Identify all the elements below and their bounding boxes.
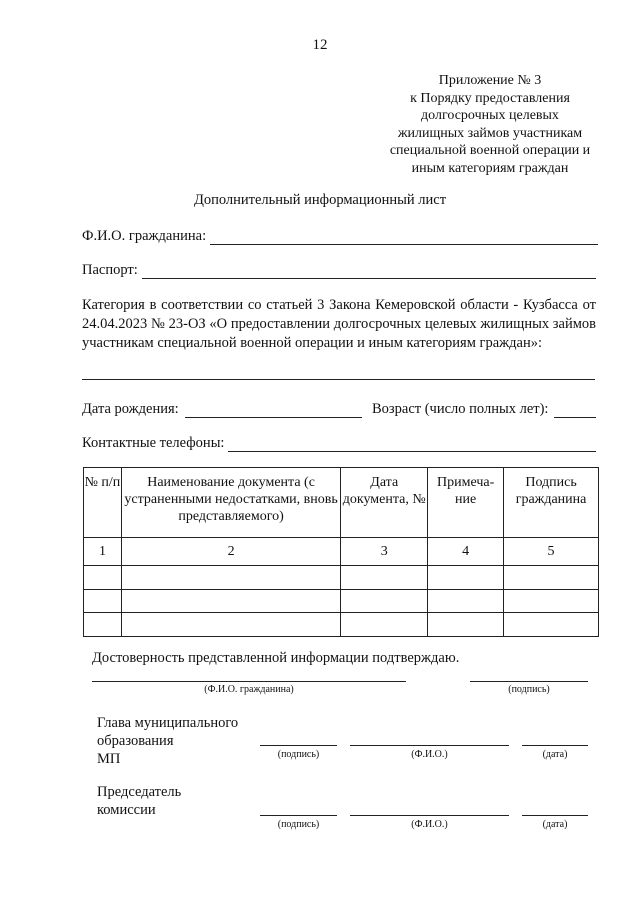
table-cell[interactable]	[504, 589, 599, 613]
table-header-row	[84, 468, 599, 538]
table-cell[interactable]	[84, 589, 122, 613]
birth-date-field[interactable]	[82, 401, 362, 418]
appendix-line: жилищных займов участникам	[397, 125, 583, 141]
document-title: Дополнительный информационный лист	[193, 192, 447, 208]
passport-label: Паспорт:	[82, 262, 138, 278]
table-cell[interactable]	[428, 589, 504, 613]
chairman-signature-line[interactable]	[260, 815, 337, 816]
head-signature-line[interactable]	[260, 745, 337, 746]
phones-blank-line[interactable]	[228, 438, 596, 452]
table-cell[interactable]	[341, 589, 428, 613]
citizen-fio-caption: (Ф.И.О. гражданина)	[204, 684, 294, 695]
stamp-place-label: МП	[97, 751, 121, 767]
passport-field[interactable]	[82, 262, 596, 279]
citizen-fio-line[interactable]	[92, 681, 406, 682]
table-row[interactable]	[84, 566, 599, 590]
table-row[interactable]	[84, 613, 599, 637]
fio-label: Ф.И.О. гражданина:	[82, 228, 207, 244]
citizen-signature-caption: (подпись)	[508, 684, 550, 695]
column-number: 2	[121, 538, 340, 566]
header-number: № п/п	[84, 468, 122, 538]
citizen-signature-line[interactable]	[470, 681, 588, 682]
fio-field[interactable]	[82, 228, 598, 245]
age-label: Возраст (число полных лет):	[372, 401, 549, 417]
appendix-line: Приложение № 3	[438, 73, 542, 88]
table-cell[interactable]	[84, 613, 122, 637]
appendix-header	[370, 72, 610, 177]
head-signature-caption: (подпись)	[277, 749, 320, 760]
table-cell[interactable]	[428, 613, 504, 637]
page-number: 12	[312, 37, 328, 53]
head-fio-line[interactable]	[350, 745, 509, 746]
age-blank-line[interactable]	[554, 404, 596, 418]
appendix-line: долгосрочных целевых	[421, 108, 559, 123]
table-cell[interactable]	[428, 566, 504, 590]
age-field[interactable]	[372, 401, 596, 418]
head-date-caption: (дата)	[542, 749, 568, 760]
role-line: Глава муниципального	[97, 715, 239, 731]
table-cell[interactable]	[341, 613, 428, 637]
table-row[interactable]	[84, 589, 599, 613]
category-blank-line[interactable]	[82, 379, 595, 380]
table-cell[interactable]	[504, 566, 599, 590]
confirmation-text: Достоверность представленной информации подтверждаю.	[92, 650, 460, 666]
table-cell[interactable]	[84, 566, 122, 590]
role-line: Председатель	[97, 784, 182, 800]
chairman-date-line[interactable]	[522, 815, 588, 816]
fio-blank-line[interactable]	[210, 231, 598, 245]
role-line: образования	[97, 733, 174, 749]
header-document-date: Дата документа, №	[341, 468, 428, 538]
table-cell[interactable]	[121, 589, 340, 613]
header-signature: Подпись гражданина	[504, 468, 599, 538]
column-number: 4	[428, 538, 504, 566]
table-cell[interactable]	[341, 566, 428, 590]
header-document-name: Наименование документа (с устраненными недостатками, вновь представляемого)	[121, 468, 340, 538]
category-text: Категория в соответствии со статьей 3 Закона Кемеровской области - Кузбасса от 24.04.2023 № 23-ОЗ «О предоставлении долгосрочных целевых жилищных займов участникам специальной военной операции и иным категориям граждан»:	[82, 297, 596, 351]
table-cell[interactable]	[121, 613, 340, 637]
head-of-municipality	[97, 714, 238, 768]
appendix-line: к Порядку предоставления	[410, 90, 570, 106]
birth-date-label: Дата рождения:	[82, 401, 179, 417]
birth-date-blank-line[interactable]	[185, 404, 362, 418]
appendix-line: специальной военной операции и	[389, 143, 591, 158]
head-fio-caption: (Ф.И.О.)	[411, 749, 448, 760]
header-note: Примеча-ние	[428, 468, 504, 538]
phones-field[interactable]	[82, 435, 596, 452]
phones-label: Контактные телефоны:	[82, 435, 225, 451]
passport-blank-line[interactable]	[142, 265, 596, 279]
table-numbering-row	[84, 538, 599, 566]
role-line: комиссии	[97, 802, 156, 818]
column-number: 5	[504, 538, 599, 566]
commission-chairman	[97, 783, 181, 819]
head-date-line[interactable]	[522, 745, 588, 746]
chairman-date-caption: (дата)	[542, 819, 568, 830]
chairman-fio-line[interactable]	[350, 815, 509, 816]
table-cell[interactable]	[504, 613, 599, 637]
column-number: 3	[341, 538, 428, 566]
chairman-fio-caption: (Ф.И.О.)	[411, 819, 448, 830]
table-cell[interactable]	[121, 566, 340, 590]
documents-table	[83, 467, 599, 637]
column-number: 1	[84, 538, 122, 566]
chairman-signature-caption: (подпись)	[277, 819, 320, 830]
appendix-line: иным категориям граждан	[411, 160, 569, 176]
